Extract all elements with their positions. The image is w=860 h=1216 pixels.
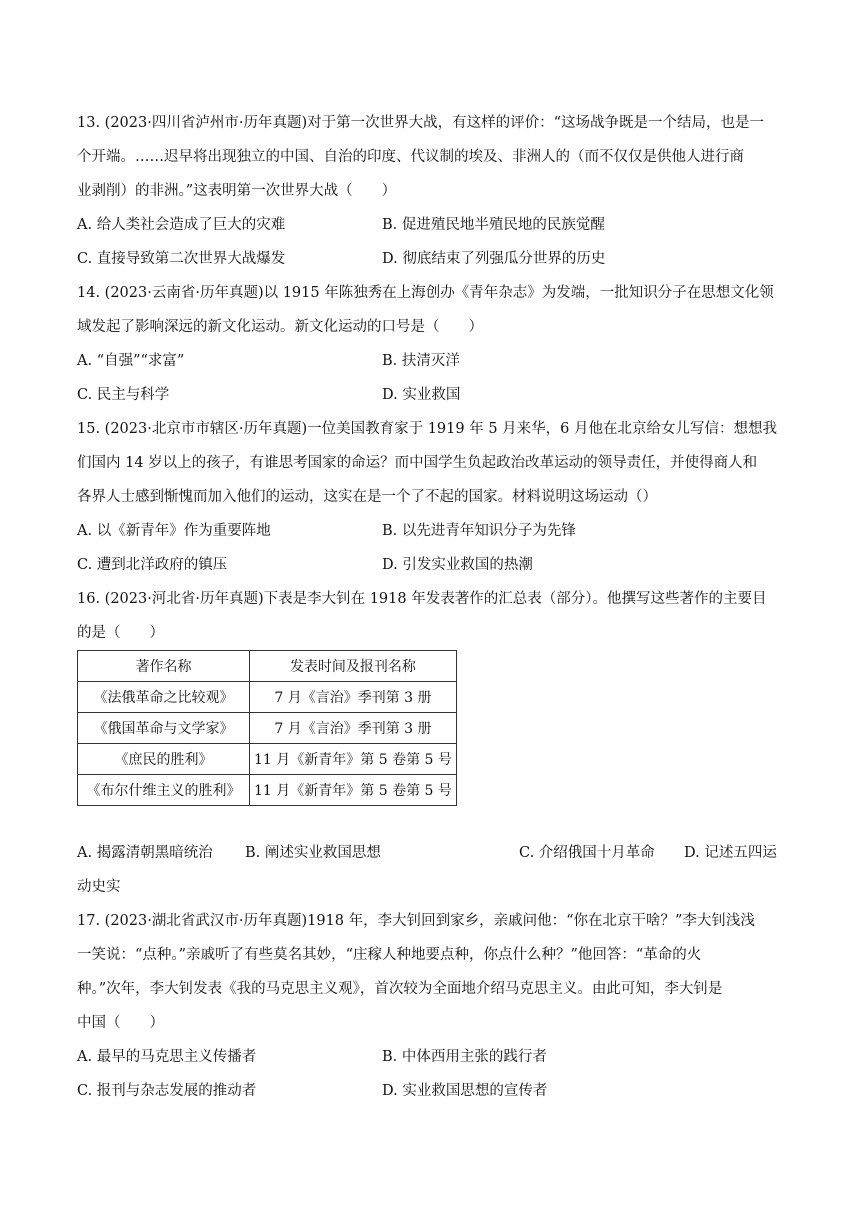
table-row bbox=[78, 744, 457, 775]
table-cell: 《庶民的胜利》 bbox=[78, 744, 250, 775]
question-14-option-b[interactable]: B. 扶清灭洋 bbox=[382, 353, 460, 369]
works-table bbox=[77, 650, 457, 806]
question-16-line-2: 的是（ ） bbox=[77, 625, 164, 641]
question-15-line-2: 们国内 14 岁以上的孩子，有谁思考国家的命运？而中国学生负起政治改革运动的领导责任，并使得商人和 bbox=[77, 455, 758, 471]
table-cell: 《法俄革命之比较观》 bbox=[78, 682, 250, 713]
question-13-options bbox=[77, 208, 784, 276]
question-13-line-1: 13. (2023·四川省泸州市·历年真题)对于第一次世界大战，有这样的评价：“这场战争既是一个结局，也是一 bbox=[77, 115, 765, 131]
table-header-publication: 发表时间及报刊名称 bbox=[250, 651, 457, 682]
table-cell: 7 月《言治》季刊第 3 册 bbox=[250, 713, 457, 744]
question-14-option-d[interactable]: D. 实业救国 bbox=[382, 387, 461, 403]
question-17-line-1: 17. (2023·湖北省武汉市·历年真题)1918 年，李大钊回到家乡，亲戚问他：“你在北京干啥？”李大钊浅浅 bbox=[77, 913, 755, 929]
question-14-line-2: 域发起了影响深远的新文化运动。新文化运动的口号是（ ） bbox=[77, 319, 483, 335]
question-17-line-3: 种。”次年，李大钊发表《我的马克思主义观》，首次较为全面地介绍马克思主义。由此可知，李大钊是 bbox=[77, 981, 723, 997]
question-15-option-c[interactable]: C. 遭到北洋政府的镇压 bbox=[77, 557, 228, 573]
question-17-option-b[interactable]: B. 中体西用主张的践行者 bbox=[382, 1049, 547, 1065]
question-16 bbox=[77, 582, 784, 904]
question-17-options bbox=[77, 1040, 784, 1108]
question-16-option-a[interactable]: A. 揭露清朝黑暗统治 bbox=[77, 845, 213, 861]
table-header-row bbox=[78, 651, 457, 682]
question-17-option-c[interactable]: C. 报刊与杂志发展的推动者 bbox=[77, 1083, 257, 1099]
question-15 bbox=[77, 412, 784, 582]
question-16-option-d-wrap: 动史实 bbox=[77, 879, 121, 895]
table-row bbox=[78, 713, 457, 744]
question-13-option-d[interactable]: D. 彻底结束了列强瓜分世界的历史 bbox=[382, 251, 606, 267]
question-15-options bbox=[77, 514, 784, 582]
question-15-option-b[interactable]: B. 以先进青年知识分子为先锋 bbox=[382, 523, 576, 539]
table-cell: 《布尔什维主义的胜利》 bbox=[78, 775, 250, 806]
table-header-title: 著作名称 bbox=[78, 651, 250, 682]
table-cell: 7 月《言治》季刊第 3 册 bbox=[250, 682, 457, 713]
question-14-option-a[interactable]: A. “自强”“求富” bbox=[77, 353, 185, 369]
question-13-option-b[interactable]: B. 促进殖民地半殖民地的民族觉醒 bbox=[382, 217, 605, 233]
question-17-option-d[interactable]: D. 实业救国思想的宣传者 bbox=[382, 1083, 548, 1099]
question-14-stem bbox=[77, 276, 784, 344]
question-15-stem bbox=[77, 412, 784, 514]
question-16-line-1: 16. (2023·河北省·历年真题)下表是李大钊在 1918 年发表著作的汇总表（部分）。他撰写这些著作的主要目 bbox=[77, 591, 767, 607]
question-17-option-a[interactable]: A. 最早的马克思主义传播者 bbox=[77, 1049, 257, 1065]
question-16-option-b[interactable]: B. 阐述实业救国思想 bbox=[245, 845, 381, 861]
question-17-stem bbox=[77, 904, 784, 1040]
question-16-stem bbox=[77, 582, 784, 650]
table-cell: 《俄国革命与文学家》 bbox=[78, 713, 250, 744]
question-14-options bbox=[77, 344, 784, 412]
question-17-line-2: 一笑说：“点种。”亲戚听了有些莫名其妙，“庄稼人种地要点种，你点什么种？”他回答：“革命的火 bbox=[77, 947, 702, 963]
table-row bbox=[78, 682, 457, 713]
question-14-line-1: 14. (2023·云南省·历年真题)以 1915 年陈独秀在上海创办《青年杂志》为发端，一批知识分子在思想文化领 bbox=[77, 285, 774, 301]
question-14-option-c[interactable]: C. 民主与科学 bbox=[77, 387, 170, 403]
table-row bbox=[78, 775, 457, 806]
question-14 bbox=[77, 276, 784, 412]
question-13-option-c[interactable]: C. 直接导致第二次世界大战爆发 bbox=[77, 251, 286, 267]
question-15-line-3: 各界人士感到惭愧而加入他们的运动，这实在是一个了不起的国家。材料说明这场运动（） bbox=[77, 489, 657, 505]
question-13 bbox=[77, 106, 784, 276]
question-13-option-a[interactable]: A. 给人类社会造成了巨大的灾难 bbox=[77, 217, 286, 233]
question-15-option-a[interactable]: A. 以《新青年》作为重要阵地 bbox=[77, 523, 271, 539]
question-13-line-3: 业剥削）的非洲。”这表明第一次世界大战（ ） bbox=[77, 183, 397, 199]
question-16-options bbox=[77, 836, 784, 870]
question-13-stem bbox=[77, 106, 784, 208]
question-16-option-c[interactable]: C. 介绍俄国十月革命 bbox=[519, 845, 655, 861]
question-13-line-2: 个开端。……迟早将出现独立的中国、自治的印度、代议制的埃及、非洲人的（而不仅仅是供他人进行商 bbox=[77, 149, 744, 165]
table-cell: 11 月《新青年》第 5 卷第 5 号 bbox=[250, 775, 457, 806]
question-17 bbox=[77, 904, 784, 1108]
table-cell: 11 月《新青年》第 5 卷第 5 号 bbox=[250, 744, 457, 775]
question-16-option-d[interactable]: D. 记述五四运 bbox=[684, 845, 777, 861]
question-15-line-1: 15. (2023·北京市市辖区·历年真题)一位美国教育家于 1919 年 5 月来华，6 月他在北京给女儿写信：想想我 bbox=[77, 421, 777, 437]
question-15-option-d[interactable]: D. 引发实业救国的热潮 bbox=[382, 557, 533, 573]
question-17-line-4: 中国（ ） bbox=[77, 1015, 164, 1031]
